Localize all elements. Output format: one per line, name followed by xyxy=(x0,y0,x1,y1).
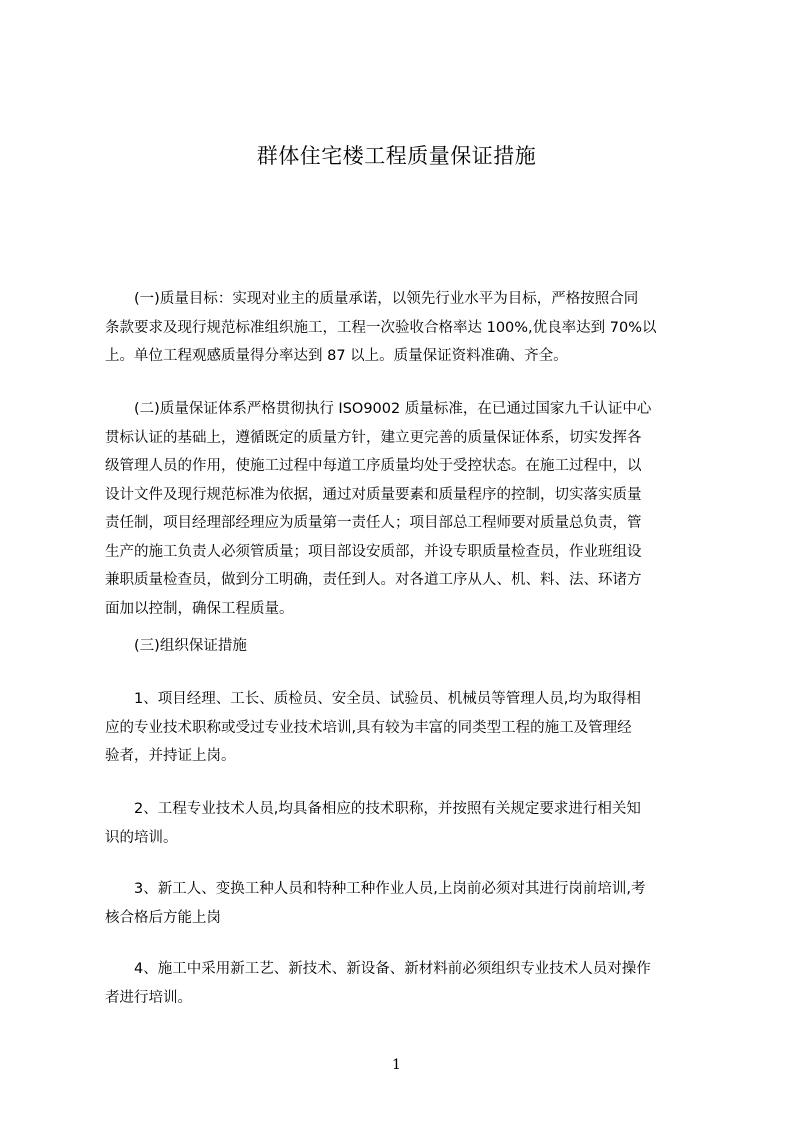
text-line: 生产的施工负责人必须管质量；项目部设安质部，并设专职质量检查员，作业班组设 xyxy=(105,543,642,560)
paragraph-organization-heading xyxy=(105,632,695,661)
text-line: 责任制，项目经理部经理应为质量第一责任人；项目部总工程师要对质量总负责，管 xyxy=(105,515,642,531)
paragraph-item-3 xyxy=(105,875,695,932)
text-line: 识的培训。 xyxy=(105,829,178,846)
paragraph-quality-system xyxy=(105,395,695,623)
paragraph-quality-goal xyxy=(105,285,695,371)
text-line: 级管理人员的作用，使施工过程中每道工序质量均处于受控状态。在施工过程中，以 xyxy=(105,458,642,474)
page-title: 群体住宅楼工程质量保证措施 xyxy=(256,144,537,168)
section-heading: (三)组织保证措施 xyxy=(105,638,247,654)
text-line: 验者，并持证上岗。 xyxy=(105,748,236,764)
text-line: 3、新工人、变换工种人员和特种工种作业人员,上岗前必须对其进行岗前培训,考 xyxy=(105,881,646,897)
text-line: 核合格后方能上岗 xyxy=(105,909,221,926)
text-line: 设计文件及现行规范标准为依据，通过对质量要素和质量程序的控制，切实落实质量 xyxy=(105,486,642,503)
paragraph-item-1 xyxy=(105,685,695,771)
text-line: 兼职质量检查员，做到分工明确，责任到人。对各道工序从人、机、料、法、环诸方 xyxy=(105,572,642,588)
text-line: 者进行培训。 xyxy=(105,989,192,1006)
text-line: 条款要求及现行规范标准组织施工，工程一次验收合格率达 100%,优良率达到 70%以 xyxy=(105,319,657,336)
text-line: 上。单位工程观感质量得分率达到 87 以上。质量保证资料准确、齐全。 xyxy=(105,348,568,364)
page-number: 1 xyxy=(392,1057,401,1073)
text-line: 面加以控制，确保工程质量。 xyxy=(105,600,294,617)
text-line: (一)质量目标：实现对业主的质量承诺，以领先行业水平为目标，严格按照合同 xyxy=(105,291,639,307)
text-line: 4、施工中采用新工艺、新技术、新设备、新材料前必须组织专业技术人员对操作 xyxy=(105,961,651,977)
text-line: 2、工程专业技术人员,均具备相应的技术职称，并按照有关规定要求进行相关知 xyxy=(105,801,641,817)
paragraph-item-4 xyxy=(105,955,695,1012)
paragraph-item-2 xyxy=(105,795,695,852)
text-line: (二)质量保证体系严格贯彻执行 ISO9002 质量标准，在已通过国家九千认证中心 xyxy=(105,401,652,417)
text-line: 1、项目经理、工长、质检员、安全员、试验员、机械员等管理人员,均为取得相 xyxy=(105,691,641,707)
text-line: 应的专业技术职称或受过专业技术培训,具有较为丰富的同类型工程的施工及管理经 xyxy=(105,719,632,736)
text-line: 贯标认证的基础上，遵循既定的质量方针，建立更完善的质量保证体系，切实发挥各 xyxy=(105,429,642,446)
